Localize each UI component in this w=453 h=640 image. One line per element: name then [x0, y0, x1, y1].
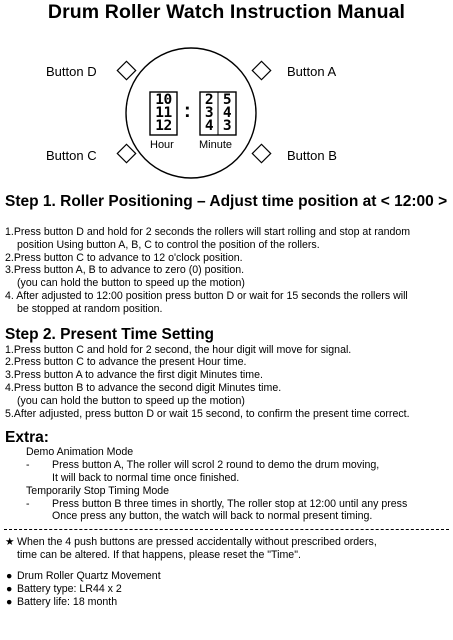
button-b-shape [252, 144, 270, 162]
hour-digit: 10 [155, 92, 172, 108]
hour-roller [151, 94, 176, 133]
divider [4, 529, 449, 530]
bullet-icon: ● [6, 595, 13, 608]
minute-tens-digit: 2 [204, 92, 214, 108]
step1-list [0, 226, 453, 316]
list-item: 1.Press button D and hold for 2 seconds the rollers will start rolling and stop at random position Using button A, B, C to control the position of the rollers. [5, 226, 411, 251]
button-a-label: Button A [287, 64, 337, 79]
minute-tens-roller [201, 94, 217, 133]
list-item: ● Drum Roller Quartz Movement [6, 569, 161, 582]
list-item: ● Battery type: LR44 x 2 [6, 582, 122, 595]
button-c-shape [117, 144, 135, 162]
button-d-shape [117, 61, 135, 79]
bullet-icon: ● [6, 582, 13, 595]
page-title: Drum Roller Watch Instruction Manual [47, 1, 406, 23]
hour-label: Hour [150, 139, 174, 151]
minute-tens-digit: 3 [204, 105, 214, 121]
star-icon: ★ [5, 536, 15, 549]
minute-ones-roller [219, 94, 235, 133]
list-item: 2.Press button C to advance to 12 o'clock position. [5, 251, 243, 264]
stop-mode-title: Temporarily Stop Timing Mode [26, 484, 170, 497]
hour-digit: 11 [155, 105, 172, 121]
instructions [0, 192, 453, 609]
hour-digit: 12 [155, 118, 172, 134]
minute-ones-digit: 4 [222, 105, 232, 121]
button-c-label: Button C [46, 148, 97, 163]
step1-heading: Step 1. Roller Positioning – Adjust time position at < 12:00 > [5, 193, 448, 210]
warning-note: ★ When the 4 push buttons are pressed accidentally without prescribed orders, time can be altered. If that happens, please reset the "Time". [5, 536, 377, 561]
list-item: 4.Press button B to advance the second digit Minutes time. (you can hold the button to speed up the motion) [5, 381, 282, 407]
step2-heading: Step 2. Present Time Setting [5, 325, 215, 343]
list-item: 3.Press button A, B to advance to zero (0) position. (you can hold the button to speed up the motion) [5, 264, 245, 290]
button-d-label: Button D [46, 64, 97, 79]
button-a-shape [252, 61, 270, 79]
minute-tens-digit: 4 [204, 118, 214, 134]
list-item: 4. After adjusted to 12:00 position press button D or wait for 15 seconds the rollers will be stopped at random position. [5, 289, 408, 315]
bullet-icon: ● [6, 569, 13, 582]
extra-heading: Extra: [5, 429, 49, 447]
minute-ones-digit: 5 [222, 92, 232, 108]
button-b-label: Button B [287, 148, 337, 163]
specs-list [0, 570, 453, 609]
time-colon: : [184, 100, 191, 122]
list-item: 2.Press button C to advance the present Hour time. [5, 356, 247, 369]
list-item: 5.After adjusted, press button D or wait 15 second, to confirm the present time correct. [5, 407, 410, 420]
watch-diagram [0, 40, 453, 190]
demo-mode-instruction: - Press button A, The roller will scrol 2 round to demo the drum moving, It will back to normal time once finished. [26, 459, 380, 484]
demo-mode-title: Demo Animation Mode [26, 446, 134, 459]
list-item: 1.Press button C and hold for 2 second, the hour digit will move for signal. [5, 343, 352, 356]
minute-ones-digit: 3 [222, 118, 232, 134]
minute-label: Minute [199, 139, 233, 151]
list-item: 3.Press button A to advance the first digit Minutes time. [5, 369, 263, 382]
list-item: ● Battery life: 18 month [6, 595, 118, 608]
stop-mode-instruction: - Press button B three times in shortly, The roller stop at 12:00 until any press Once press any button, the watch will back to normal present timing. [26, 497, 408, 523]
step2-list [0, 344, 453, 421]
